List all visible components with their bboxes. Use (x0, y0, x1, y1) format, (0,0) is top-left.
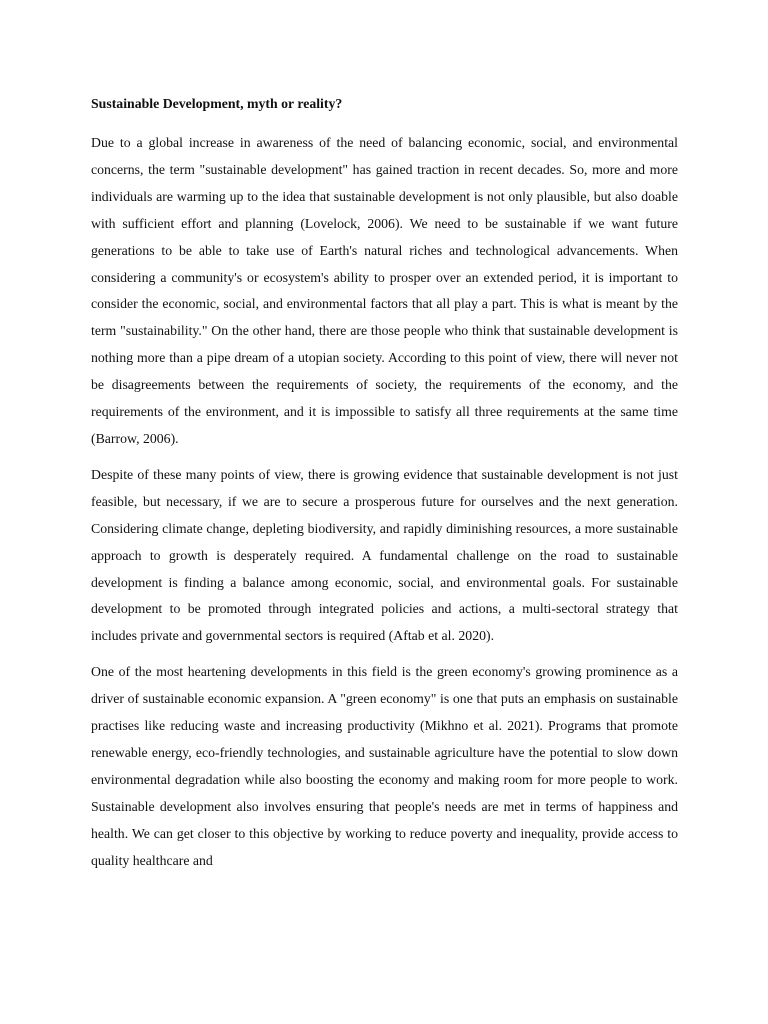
paragraph-3: One of the most heartening developments in this field is the green economy's growing prominence as a driver of sustainable economic expansion. A "green economy" is one that puts an emphasis on sustainable practises like reducing waste and increasing productivity (Mikhno et al. 2021). Programs that promote renewable energy, eco-friendly technologies, and sustainable agriculture have the potential to slow down environmental degradation while also boosting the economy and making room for more people to work. Sustainable development also involves ensuring that people's needs are met in terms of happiness and health. We can get closer to this objective by working to reduce poverty and inequality, provide access to quality healthcare and (91, 664, 678, 868)
paragraph-1: Due to a global increase in awareness of the need of balancing economic, social, and environmental concerns, the term "sustainable development" has gained traction in recent decades. So, more and more individuals are warming up to the idea that sustainable development is not only plausible, but also doable with sufficient effort and planning (Lovelock, 2006). We need to be sustainable if we want future generations to be able to take use of Earth's natural riches and technological advancements. When considering a community's or ecosystem's ability to prosper over an extended period, it is important to consider the economic, social, and environmental factors that all play a part. This is what is meant by the term "sustainability." On the other hand, there are those people who think that sustainable development is nothing more than a pipe dream of a utopian society. According to this point of view, there will never not be disagreements between the requirements of society, the requirements of the economy, and the requirements of the environment, and it is impossible to satisfy all three requirements at the same time (Barrow, 2006). (91, 135, 678, 446)
document-title: Sustainable Development, myth or reality? (91, 96, 343, 111)
paragraph-2: Despite of these many points of view, there is growing evidence that sustainable development is not just feasible, but necessary, if we are to secure a prosperous future for ourselves and the next generation. Considering climate change, depleting biodiversity, and rapidly diminishing resources, a more sustainable approach to growth is desperately required. A fundamental challenge on the road to sustainable development is finding a balance among economic, social, and environmental goals. For sustainable development to be promoted through integrated policies and actions, a multi-sectoral strategy that includes private and governmental sectors is required (Aftab et al. 2020). (91, 466, 678, 644)
